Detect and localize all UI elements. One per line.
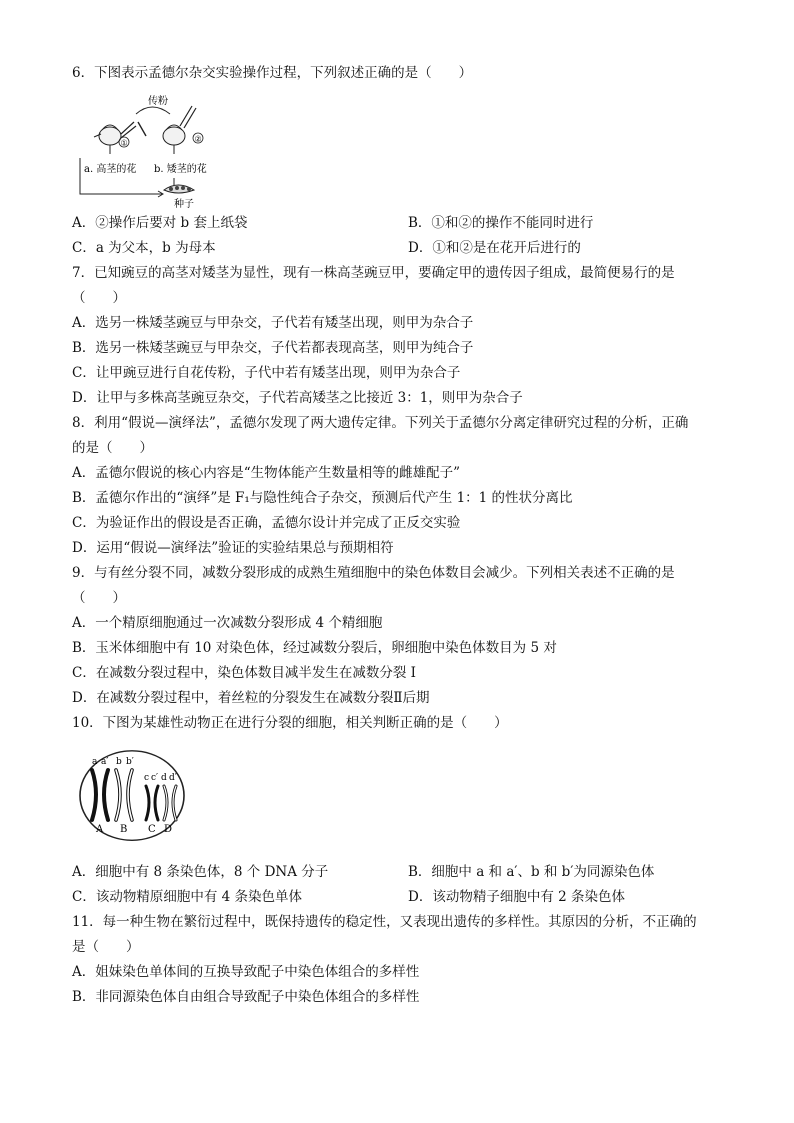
label-c: c: [144, 773, 150, 783]
q6-flower-b-label: b. 矮茎的花: [154, 164, 207, 175]
label-B: B: [120, 824, 128, 835]
q6-pollen-label: 传粉: [148, 96, 168, 107]
label-a: a: [92, 757, 98, 767]
q6-option-c: C．a 为父本，b 为母本: [72, 240, 216, 256]
q6-stem: 6．下图表示孟德尔杂交实验操作过程，下列叙述正确的是（ ）: [72, 65, 473, 81]
label-D: D: [164, 824, 173, 835]
label-A: A: [96, 824, 104, 835]
q11-option-b: B．非同源染色体自由组合导致配子中染色体组合的多样性: [72, 989, 420, 1005]
q6-mendel-cross-figure: [74, 92, 224, 210]
q9-stem-line1: 9．与有丝分裂不同，减数分裂形成的成熟生殖细胞中的染色体数目会减少。下列相关表述不正确的是: [72, 565, 675, 581]
label-d-prime: d′: [169, 773, 177, 783]
label-a-prime: a′: [101, 757, 109, 767]
q7-stem-line2: （ ）: [72, 290, 126, 306]
q9-stem-line2: （ ）: [72, 590, 126, 606]
label-d: d: [161, 773, 167, 783]
q9-option-c: C．在减数分裂过程中，染色体数目减半发生在减数分裂 I: [72, 665, 416, 681]
q6-option-d: D．①和②是在花开后进行的: [408, 240, 581, 256]
q8-option-b: B．孟德尔作出的“演绎”是 F₁与隐性纯合子杂交，预测后代产生 1：1 的性状分离比: [72, 490, 573, 506]
short-flower-illustration: [163, 106, 196, 154]
q8-option-a: A．孟德尔假说的核心内容是“生物体能产生数量相等的雌雄配子”: [72, 465, 461, 481]
q6-option-b: B．①和②的操作不能同时进行: [408, 215, 594, 231]
q7-option-c: C．让甲豌豆进行自花传粉，子代中若有矮茎出现，则甲为杂合子: [72, 365, 461, 381]
q11-stem-line1: 11．每一种生物在繁衍过程中，既保持遗传的稳定性，又表现出遗传的多样性。其原因的分析，不正确的: [72, 914, 697, 930]
chromosome-a: [92, 770, 108, 820]
q7-stem-line1: 7．已知豌豆的高茎对矮茎为显性，现有一株高茎豌豆甲，要确定甲的遗传因子组成，最简便易行的是: [72, 265, 675, 281]
chromosome-d: [164, 786, 176, 820]
q6-flower-a-label: a. 高茎的花: [84, 164, 137, 175]
label-C: C: [148, 824, 156, 835]
seed-pod-illustration: [164, 185, 194, 193]
q6-seeds-label: 种子: [174, 199, 194, 210]
q7-option-b: B．选另一株矮茎豌豆与甲杂交，子代若都表现高茎，则甲为纯合子: [72, 340, 474, 356]
q6-option-a: A．②操作后要对 b 套上纸袋: [72, 215, 248, 231]
q10-option-c: C．该动物精原细胞中有 4 条染色单体: [72, 889, 303, 905]
label-b-prime: b′: [126, 757, 134, 767]
q10-option-b: B．细胞中 a 和 a′、b 和 b′为同源染色体: [408, 864, 655, 880]
q6-mark-2: ②: [194, 134, 202, 144]
q8-option-c: C．为验证作出的假设是否正确，孟德尔设计并完成了正反交实验: [72, 515, 461, 531]
q11-option-a: A．姐妹染色单体间的互换导致配子中染色体组合的多样性: [72, 964, 420, 980]
q11-stem-line2: 是（ ）: [72, 939, 140, 955]
tall-flower-illustration: [94, 122, 136, 154]
q9-option-a: A．一个精原细胞通过一次减数分裂形成 4 个精细胞: [72, 615, 383, 631]
q8-stem-line1: 8．利用“假说—演绎法”，孟德尔发现了两大遗传定律。下列关于孟德尔分离定律研究过程的分析，正确: [72, 415, 689, 431]
label-c-prime: c′: [151, 773, 159, 783]
q7-option-d: D．让甲与多株高茎豌豆杂交，子代若高矮茎之比接近 3：1，则甲为杂合子: [72, 390, 523, 406]
q8-stem-line2: 的是（ ）: [72, 440, 153, 456]
q10-option-d: D．该动物精子细胞中有 2 条染色体: [408, 889, 625, 905]
q8-option-d: D．运用“假说—演绎法”验证的实验结果总与预期相符: [72, 540, 394, 556]
q9-option-b: B．玉米体细胞中有 10 对染色体，经过减数分裂后，卵细胞中染色体数目为 5 对: [72, 640, 557, 656]
q9-option-d: D．在减数分裂过程中，着丝粒的分裂发生在减数分裂Ⅱ后期: [72, 690, 430, 706]
q7-option-a: A．选另一株矮茎豌豆与甲杂交，子代若有矮茎出现，则甲为杂合子: [72, 315, 474, 331]
q6-mark-1: ①: [120, 138, 128, 148]
label-b: b: [116, 757, 122, 767]
chromosome-b: [116, 770, 132, 820]
q10-option-a: A．细胞中有 8 条染色体，8 个 DNA 分子: [72, 864, 329, 880]
q10-cell-division-figure: [76, 750, 190, 842]
chromosome-c: [146, 786, 158, 820]
q10-stem: 10．下图为某雄性动物正在进行分裂的细胞，相关判断正确的是（ ）: [72, 715, 508, 731]
